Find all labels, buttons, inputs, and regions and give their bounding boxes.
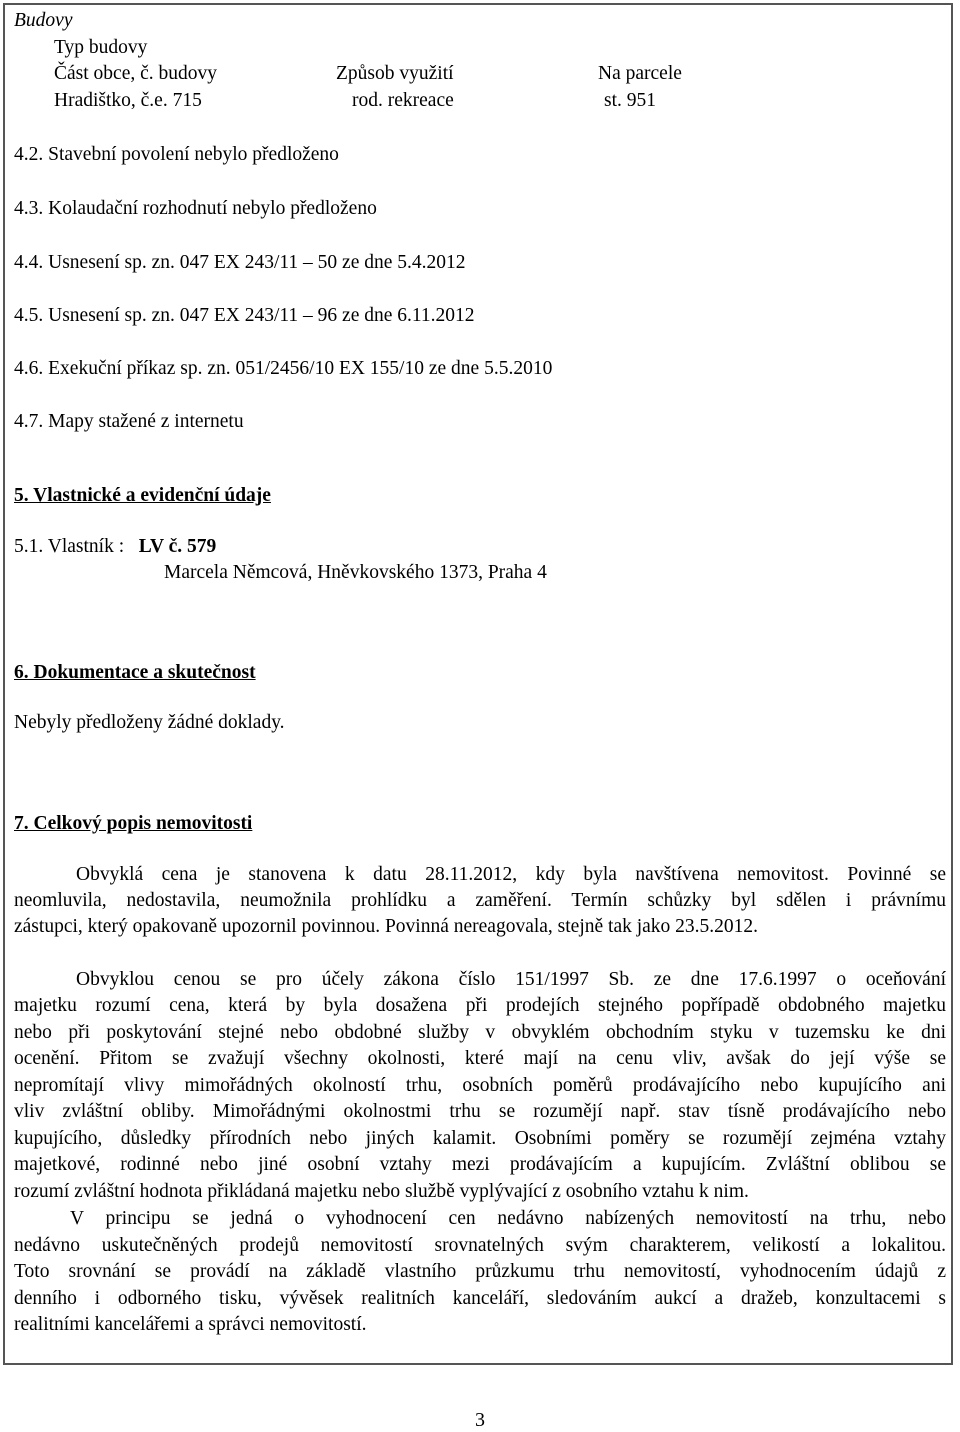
list-item: 4.5. Usnesení sp. zn. 047 EX 243/11 – 96 ze dne 6.11.2012 <box>14 305 475 326</box>
list-item: 4.3. Kolaudační rozhodnutí nebylo předloženo <box>14 198 377 219</box>
section-6-heading: 6. Dokumentace a skutečnost <box>14 662 256 683</box>
paragraph-line: Obvyklá cena je stanovena k datu 28.11.2012, kdy byla navštívena nemovitost. Povinné se <box>76 864 946 885</box>
list-item: 4.2. Stavební povolení nebylo předloženo <box>14 144 339 165</box>
page-number: 3 <box>475 1409 485 1431</box>
buildings-data-row <box>54 89 698 113</box>
paragraph-line: nepromítají vlivy mimořádných okolností trhu, osobních poměrů prodávajícího nebo kupujícího ani <box>14 1075 946 1096</box>
paragraph-line: nebo při poskytování stejné nebo obdobné služby v obvyklém obchodním styku v tuzemsku ke dni <box>14 1022 946 1043</box>
paragraph-line: majetkové, rodinné nebo jiné osobní vztahy mezi prodávajícím a kupujícím. Zvláštní oblibou se <box>14 1154 946 1175</box>
list-item: 4.6. Exekuční příkaz sp. zn. 051/2456/10 EX 155/10 ze dne 5.5.2010 <box>14 358 553 379</box>
section-7-heading: 7. Celkový popis nemovitosti <box>14 813 253 834</box>
paragraph-line: neomluvila, nedostavila, neumožnila prohlídku a zaměření. Termín schůzky byl sdělen i právnímu <box>14 890 946 911</box>
paragraph-line: V principu se jedná o vyhodnocení cen nedávno nabízených nemovitostí na trhu, nebo <box>70 1208 946 1229</box>
paragraph-line: denního i odborného tisku, vývěsek realitních kanceláří, sledováním aukcí a dražeb, konzultacemi s <box>14 1288 946 1309</box>
owner-label: 5.1. Vlastník : <box>14 536 125 557</box>
buildings-header-row <box>54 62 698 86</box>
paragraph-line: Toto srovnání se provádí na základě vlastního průzkumu trhu nemovitostí, vyhodnocením údajů z <box>14 1261 946 1282</box>
paragraph-line: realitními kancelářemi a správci nemovitostí. <box>14 1314 367 1335</box>
cell-parcel: st. 951 <box>604 90 657 111</box>
owner-name-address: Marcela Němcová, Hněvkovského 1373, Praha 4 <box>164 562 547 583</box>
list-item: 4.7. Mapy stažené z internetu <box>14 411 244 432</box>
paragraph-line: kupujícího, důsledky přírodních nebo jiných kalamit. Osobními poměry se rozumějí zejména vztahy <box>14 1128 946 1149</box>
column-header-usage: Způsob využití <box>336 63 454 84</box>
paragraph-line: majetku rozumí cena, která by byla dosažena při prodejích stejného popřípadě obdobného majetku <box>14 995 946 1016</box>
paragraph-line: zástupci, který opakovaně upozornil povinnou. Povinná nereagovala, stejně tak jako 23.5.2012. <box>14 916 759 937</box>
cell-part-of-municipality: Hradištko, č.e. 715 <box>54 90 202 111</box>
section-6-text: Nebyly předloženy žádné doklady. <box>14 712 285 733</box>
owner-line <box>14 535 216 559</box>
lv-number: LV č. 579 <box>138 536 217 557</box>
cell-usage: rod. rekreace <box>352 90 454 111</box>
paragraph-line: ocenění. Přitom se zvažují všechny okolnosti, které mají na cenu vliv, avšak do její výše se <box>14 1048 946 1069</box>
paragraph-line: Obvyklou cenou se pro účely zákona číslo 151/1997 Sb. ze dne 17.6.1997 o oceňování <box>76 969 946 990</box>
column-header-part-of-municipality: Část obce, č. budovy <box>54 63 218 84</box>
buildings-heading: Budovy <box>14 10 73 31</box>
column-header-parcel: Na parcele <box>598 63 682 84</box>
section-5-heading: 5. Vlastnické a evidenční údaje <box>14 485 271 506</box>
paragraph-line: nedávno uskutečněných prodejů nemovitostí srovnatelných svým charakterem, velikostí a lokalitou. <box>14 1235 946 1256</box>
list-item: 4.4. Usnesení sp. zn. 047 EX 243/11 – 50 ze dne 5.4.2012 <box>14 252 466 273</box>
paragraph-line: rozumí zvláštní hodnota přikládaná majetku nebo službě vyplývající z osobního vztahu k nim. <box>14 1181 749 1202</box>
paragraph-line: vliv zvláštní obliby. Mimořádnými okolnostmi trhu se rozumějí např. stav tísně prodávajícího nebo <box>14 1101 946 1122</box>
building-type-label: Typ budovy <box>54 37 148 58</box>
